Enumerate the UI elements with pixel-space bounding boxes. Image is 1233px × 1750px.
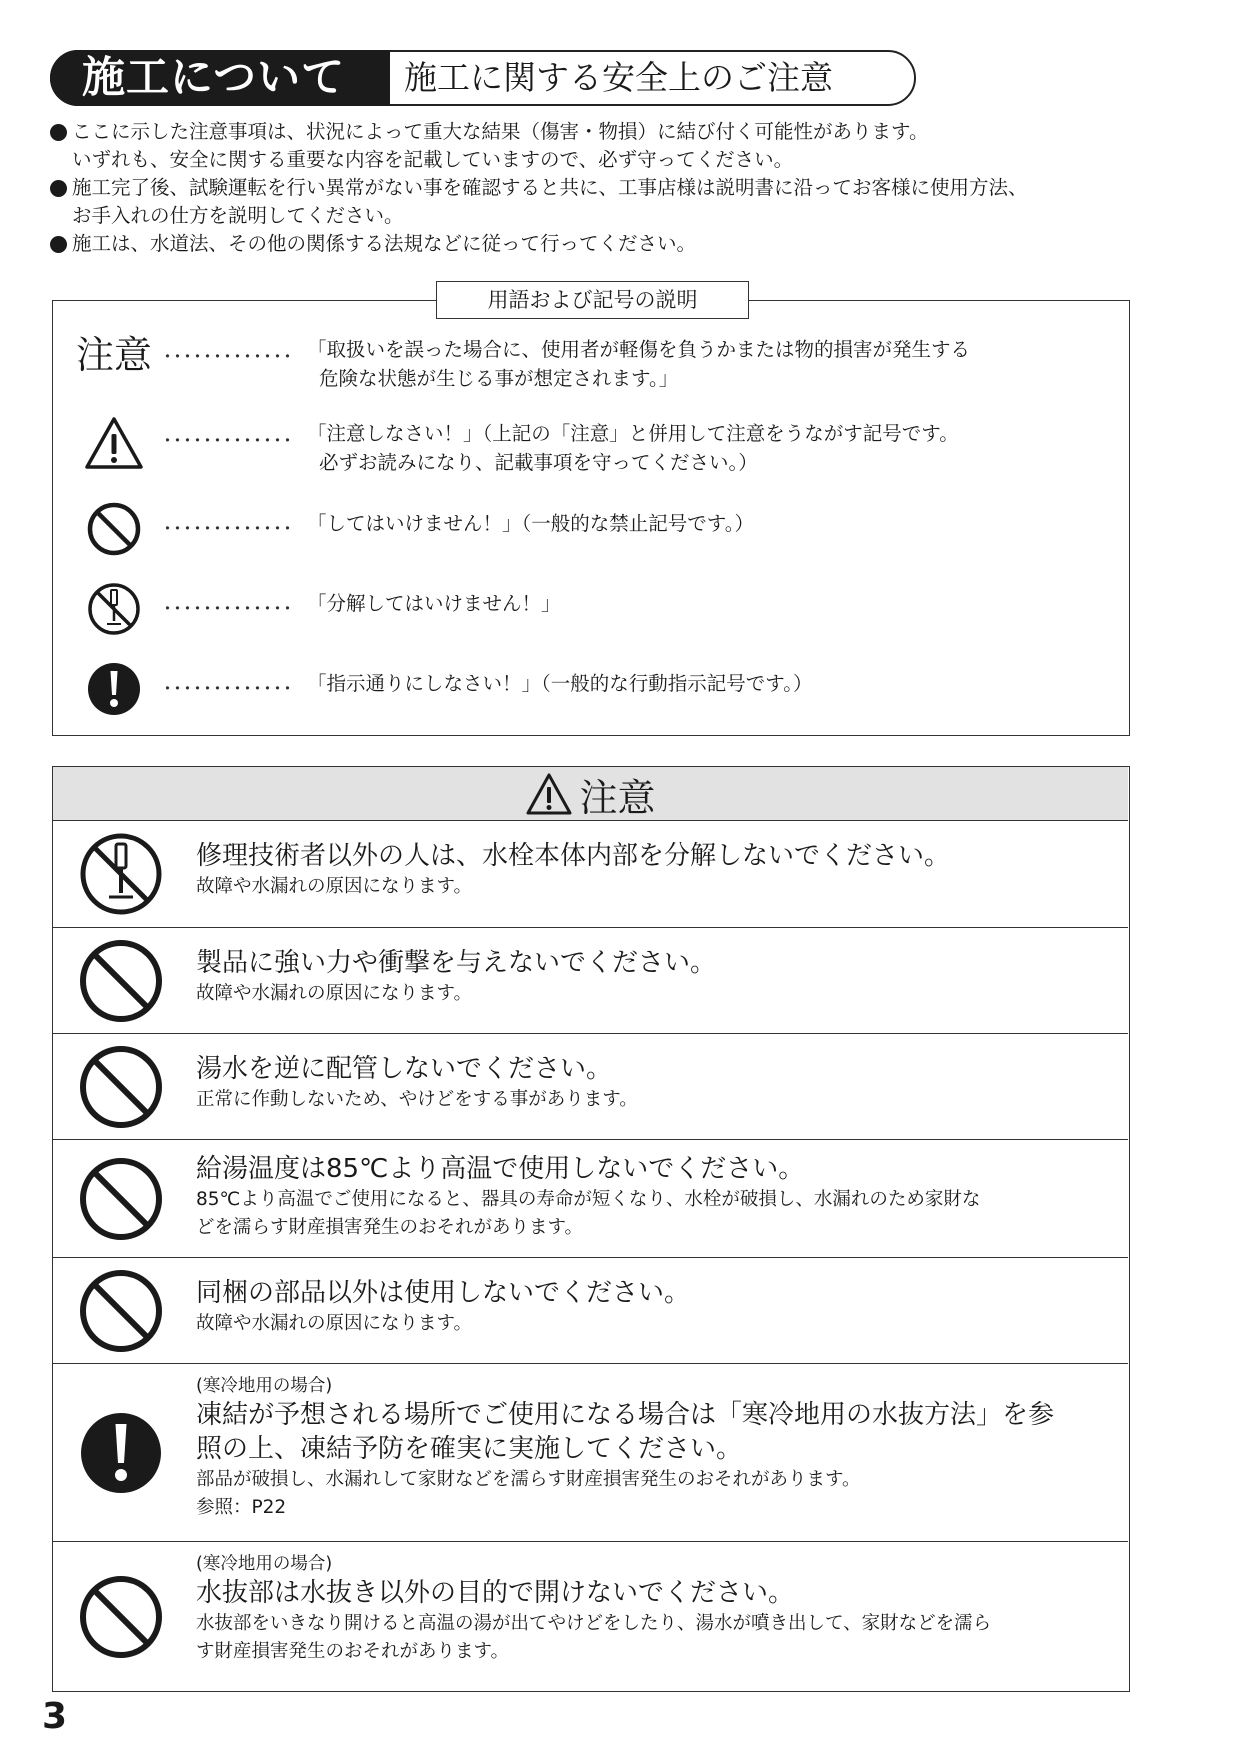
- caution-reference: 参照：P22: [196, 1497, 287, 1518]
- caution-detail: 故障や水漏れの原因になります。: [196, 876, 473, 897]
- warning-triangle-icon: [525, 772, 573, 816]
- caution-table: [52, 766, 1130, 1692]
- intro-item: [50, 230, 1170, 258]
- caution-text: [196, 1152, 1116, 1242]
- legend-description: [307, 509, 1087, 538]
- caution-text: [196, 1276, 1116, 1338]
- bullet-dot: [50, 124, 67, 141]
- prohibition-icon: [73, 501, 155, 561]
- legend-line: 危険な状態が生じる事が想定されます。」: [319, 367, 679, 390]
- no-disassembly-icon: [73, 581, 155, 641]
- section-header: [50, 50, 916, 106]
- caution-row: [53, 1363, 1128, 1541]
- leader-dots: ･････････････: [163, 519, 293, 540]
- caution-header: [53, 767, 1128, 821]
- prohibition-icon: [77, 1043, 165, 1131]
- caution-detail: 故障や水漏れの原因になります。: [196, 1313, 473, 1334]
- legend-line: 「指示通りにしなさい！」（一般的な行動指示記号です。）: [307, 672, 813, 695]
- caution-detail: 部品が破損し、水漏れして家財などを濡らす財産損害発生のおそれがあります。: [196, 1469, 861, 1490]
- legend-description: [307, 589, 1087, 618]
- prohibition-icon: [77, 1267, 165, 1355]
- caution-detail: 85℃より高温でご使用になると、器具の寿命が短くなり、水栓が破損し、水漏れのため家財な: [196, 1189, 981, 1210]
- caution-detail: す財産損害発生のおそれがあります。: [196, 1641, 510, 1662]
- caution-main: 給湯温度は85℃より高温で使用しないでください。: [196, 1154, 805, 1184]
- caution-main: 修理技術者以外の人は、水栓本体内部を分解しないでください。: [196, 841, 951, 871]
- legend-description: [307, 419, 1087, 477]
- caution-main: 凍結が予想される場所でご使用になる場合は「寒冷地用の水抜方法」を参: [196, 1400, 1055, 1430]
- leader-dots: ･････････････: [163, 599, 293, 620]
- legend-row: [53, 415, 1131, 485]
- leader-dots: ･････････････: [163, 679, 293, 700]
- intro-line: お手入れの仕方を説明してください。: [72, 204, 404, 227]
- legend-row: [53, 501, 1131, 561]
- caution-detail: 正常に作動しないため、やけどをする事があります。: [196, 1089, 638, 1110]
- caution-condition: (寒冷地用の場合): [196, 1554, 333, 1574]
- bullet-dot: [50, 236, 67, 253]
- intro-line: いずれも、安全に関する重要な内容を記載していますので、必ず守ってください。: [72, 148, 794, 171]
- caution-detail: 故障や水漏れの原因になります。: [196, 983, 473, 1004]
- legend-description: [307, 335, 1087, 393]
- caution-detail: どを濡らす財産損害発生のおそれがあります。: [196, 1217, 584, 1238]
- caution-row: [53, 1139, 1128, 1257]
- no-disassembly-icon: [77, 830, 165, 918]
- caution-row: [53, 927, 1128, 1033]
- legend-line: 「取扱いを誤った場合に、使用者が軽傷を負うかまたは物的損害が発生する: [307, 338, 971, 361]
- caution-detail: 水抜部をいきなり開けると高温の湯が出てやけどをしたり、湯水が噴き出して、家財などを濡ら: [196, 1613, 992, 1634]
- caution-text: [196, 1552, 1116, 1666]
- intro-line: ここに示した注意事項は、状況によって重大な結果（傷害・物損）に結び付く可能性があります。: [72, 120, 929, 143]
- legend-row: [53, 581, 1131, 641]
- legend-line: 「分解してはいけません！」: [307, 592, 561, 615]
- prohibition-icon: [77, 937, 165, 1025]
- caution-main: 製品に強い力や衝撃を与えないでください。: [196, 948, 717, 978]
- mandatory-action-icon: [73, 661, 155, 721]
- caution-row: [53, 1033, 1128, 1139]
- caution-text: [196, 946, 1116, 1008]
- section-subtitle: 施工に関する安全上のご注意: [404, 58, 833, 97]
- mandatory-action-icon: [77, 1409, 165, 1497]
- caution-text: [196, 1374, 1116, 1522]
- prohibition-icon: [77, 1155, 165, 1243]
- caution-main: 照の上、凍結予防を確実に実施してください。: [196, 1434, 743, 1464]
- section-title: 施工について: [82, 53, 346, 103]
- legend-line: 「してはいけません！」（一般的な禁止記号です。）: [307, 512, 754, 535]
- caution-title: 注意: [579, 775, 656, 820]
- caution-main: 水抜部は水抜き以外の目的で開けないでください。: [196, 1578, 795, 1608]
- caution-row: [53, 821, 1128, 927]
- intro-line: 施工は、水道法、その他の関係する法規などに従って行ってください。: [72, 232, 697, 255]
- leader-dots: ･････････････: [163, 431, 293, 452]
- legend-line: 「注意しなさい！」（上記の「注意」と併用して注意をうながす記号です。: [307, 422, 959, 445]
- legend-row: [53, 331, 1131, 401]
- intro-line: 施工完了後、試験運転を行い異常がない事を確認すると共に、工事店様は説明書に沿ってお客様に使用方法、: [72, 176, 1028, 199]
- legend-label: 用語および記号の説明: [436, 281, 749, 319]
- legend-description: [307, 669, 1087, 698]
- intro-item: [50, 118, 1170, 174]
- caution-main: 同梱の部品以外は使用しないでください。: [196, 1278, 691, 1308]
- symbol-legend-box: [52, 288, 1130, 736]
- caution-row: [53, 1541, 1128, 1691]
- intro-notes: [50, 118, 1170, 258]
- legend-row: [53, 661, 1131, 721]
- legend-line: 必ずお読みになり、記載事項を守ってください。）: [319, 451, 758, 474]
- warning-triangle-icon: [73, 415, 155, 475]
- caution-main: 湯水を逆に配管しないでください。: [196, 1054, 613, 1084]
- caution-row: [53, 1257, 1128, 1363]
- page-number: 3: [42, 1696, 68, 1737]
- caution-word-symbol: 注意: [75, 333, 152, 377]
- caution-text: [196, 839, 1116, 901]
- prohibition-icon: [77, 1573, 165, 1661]
- leader-dots: ･････････････: [163, 347, 293, 368]
- intro-item: [50, 174, 1170, 230]
- caution-text: [196, 1052, 1116, 1114]
- bullet-dot: [50, 180, 67, 197]
- caution-condition: (寒冷地用の場合): [196, 1376, 333, 1396]
